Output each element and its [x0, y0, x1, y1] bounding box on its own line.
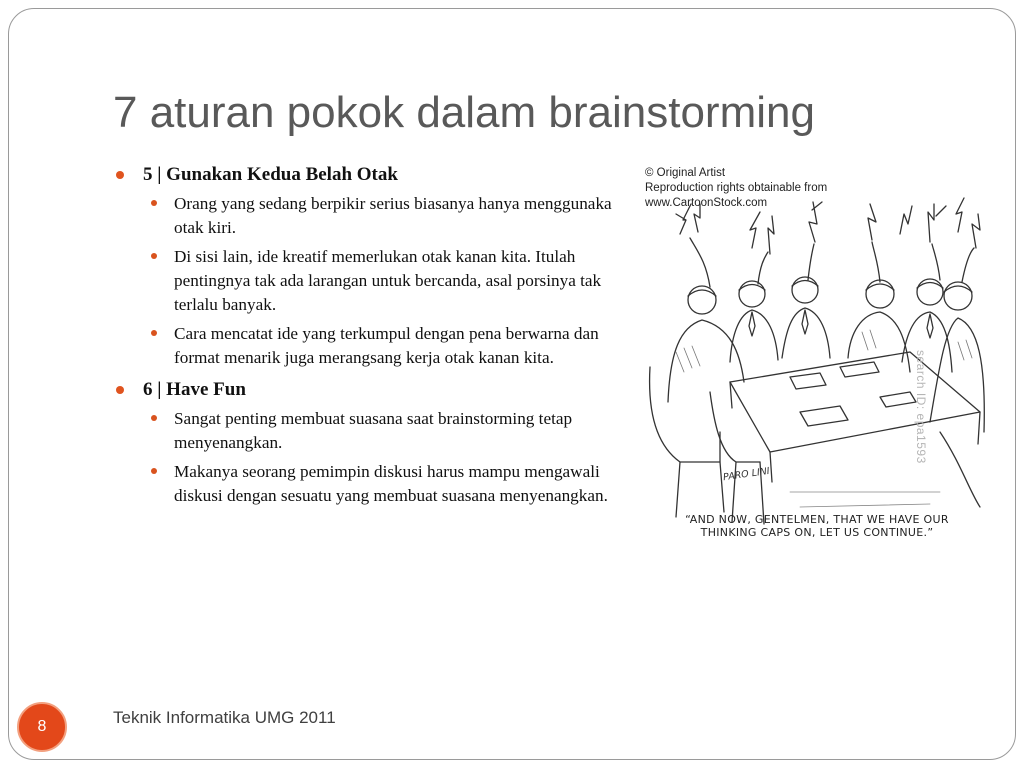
sub-point [113, 460, 618, 508]
sub-point-text: Makanya seorang pemimpin diskusi harus mampu mengawali diskusi dengan sesuatu yang membuat suasana menyenangkan. [174, 462, 608, 505]
artist-signature: PARO LINI [722, 465, 771, 484]
bullet-icon [151, 468, 157, 474]
bullet-icon [151, 415, 157, 421]
sub-point [113, 245, 618, 317]
sub-point [113, 192, 618, 240]
search-id-watermark: search ID: epa1593 [914, 350, 928, 464]
sub-point [113, 322, 618, 370]
credit-line: www.CartoonStock.com [645, 197, 768, 209]
bullet-icon [151, 200, 157, 206]
point-heading-text: 6 | Have Fun [143, 379, 246, 400]
bullet-icon [116, 171, 124, 179]
caption-line: “AND NOW, GENTELMEN, THAT WE HAVE OUR [685, 513, 949, 526]
credit-line: © Original Artist [645, 167, 726, 179]
cartoon-credit [645, 166, 827, 211]
sub-point-text: Cara mencatat ide yang terkumpul dengan pena berwarna dan format menarik juga merangsang kerja otak kanan kita. [174, 324, 599, 367]
point-heading-6 [113, 378, 618, 402]
sub-point [113, 407, 618, 455]
bullet-icon [116, 386, 124, 394]
sub-point-text: Di sisi lain, ide kreatif memerlukan otak kanan kita. Itulah pentingnya tak ada larangan untuk bercanda, asal porsinya tak terlalu banyak. [174, 247, 602, 314]
page-number-badge: 8 [17, 702, 67, 752]
bullet-icon [151, 253, 157, 259]
caption-line: THINKING CAPS ON, LET US CONTINUE.” [700, 526, 934, 539]
slide-title: 7 aturan pokok dalam brainstorming [113, 88, 815, 137]
point-heading-text: 5 | Gunakan Kedua Belah Otak [143, 164, 398, 185]
point-heading-5 [113, 163, 618, 187]
slide-content [113, 163, 618, 513]
sub-point-text: Sangat penting membuat suasana saat brainstorming tetap menyenangkan. [174, 409, 573, 452]
slide-footer: Teknik Informatika UMG 2011 [113, 708, 336, 727]
sub-point-text: Orang yang sedang berpikir serius biasanya hanya menggunaka otak kiri. [174, 194, 612, 237]
cartoon-illustration [640, 162, 1000, 552]
cartoon-caption [672, 513, 962, 539]
bullet-icon [151, 330, 157, 336]
credit-line: Reproduction rights obtainable from [645, 182, 828, 194]
